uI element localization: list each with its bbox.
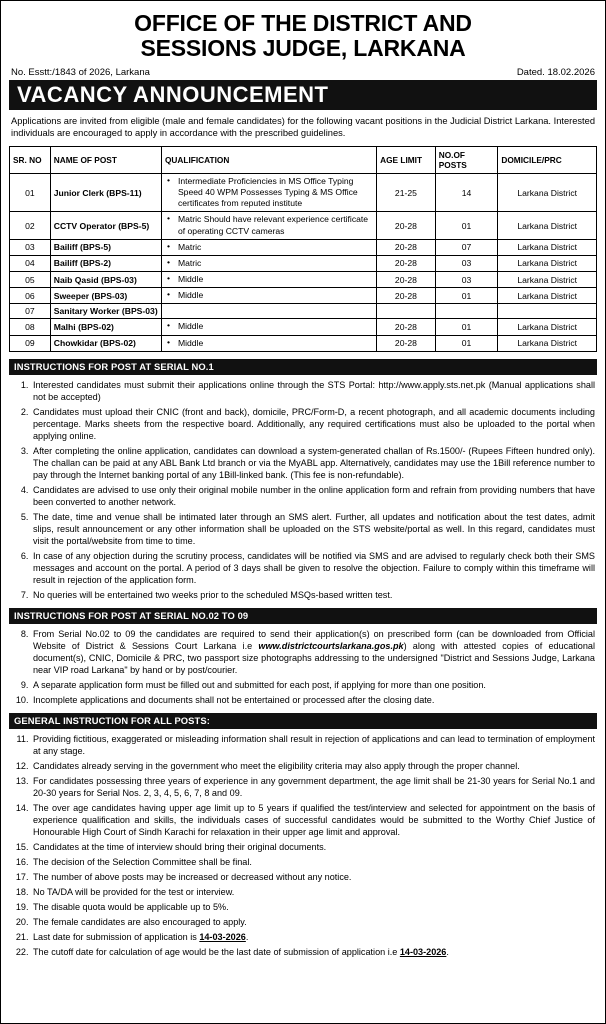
cell-post: Junior Clerk (BPS-11) — [50, 173, 161, 212]
cell-qualification — [161, 304, 376, 319]
qualification-item: • Middle — [176, 274, 373, 285]
instruction-item: 19. The disable quota would be applicable up to 5%. — [31, 901, 595, 913]
table-row — [10, 239, 597, 255]
cell-domicile: Larkana District — [498, 255, 597, 271]
vacancy-table — [9, 146, 597, 352]
section-heading-general: GENERAL INSTRUCTION FOR ALL POSTS: — [9, 713, 597, 729]
instruction-item: 13. For candidates possessing three years of experience in any government department, the age limit shall be 21-30 years for Serial No.1 and 20-30 years for Serial Nos. 2, 3, 4, 5, 6, 7, 8 and 09. — [31, 775, 595, 799]
section-heading-serial-2-to-9: INSTRUCTIONS FOR POST AT SERIAL NO.02 TO 09 — [9, 608, 597, 624]
banner-wrap — [9, 80, 597, 110]
column-header-sr: SR. NO — [10, 146, 51, 173]
instruction-text-start: From Serial No.02 to 09 the candidates are required to send their application(s) on prescribed form (can be downloaded from Official Website of District & Sessions Court Larkana i.e — [33, 628, 595, 651]
cell-age: 20-28 — [377, 272, 436, 288]
cell-sr: 04 — [10, 255, 51, 271]
cell-age: 20-28 — [377, 212, 436, 239]
instruction-text-start: The cutoff date for calculation of age would be the last date of submission of application i.e — [33, 946, 400, 957]
instruction-item: 7. No queries will be entertained two weeks prior to the scheduled MSQs-based written test. — [31, 589, 595, 601]
cell-posts: 01 — [435, 319, 498, 335]
instruction-item: 14. The over age candidates having upper age limit up to 5 years if qualified the test/interview and selected for appointment on the basis of experience qualification and skills, the individuals cases of successful candidates would be submitted to the Worthy Chief Justice of Honourable High Court of Sindh Karachi for relaxation in their upper age limit and approval. — [31, 802, 595, 838]
cell-age: 20-28 — [377, 288, 436, 304]
cell-domicile: Larkana District — [498, 272, 597, 288]
document-meta — [11, 67, 595, 78]
cell-posts: 03 — [435, 255, 498, 271]
instruction-item: 12. Candidates already serving in the government who meet the eligibility criteria may also apply through the proper channel. — [31, 760, 595, 772]
instruction-item: 17. The number of above posts may be increased or decreased without any notice. — [31, 871, 595, 883]
website-link[interactable]: www.districtcourtslarkana.gos.pk — [258, 640, 404, 651]
table-header-row — [10, 146, 597, 173]
instruction-item: 6. In case of any objection during the scrutiny process, candidates will be notified via SMS and are advised to regularly check both their SMS messages and account on the portal. A period of 3 days shall be given to resolve the objection. Failure to comply within this timeframe will result in rejection of the application form. — [31, 550, 595, 586]
instruction-item — [31, 628, 595, 676]
cell-qualification — [161, 239, 376, 255]
cell-domicile: Larkana District — [498, 288, 597, 304]
cell-sr: 09 — [10, 335, 51, 351]
cell-qualification — [161, 335, 376, 351]
cell-sr: 05 — [10, 272, 51, 288]
instruction-text-end: . — [446, 946, 449, 957]
cell-age — [377, 304, 436, 319]
vacancy-banner: VACANCY ANNOUNCEMENT — [9, 80, 597, 110]
instruction-item: 4. Candidates are advised to use only their original mobile number in the online application form and refrain from providing numbers that have been converted to another network. — [31, 484, 595, 508]
cell-posts: 01 — [435, 335, 498, 351]
qualification-item: • Matric — [176, 242, 373, 253]
qualification-item: • Middle — [176, 290, 373, 301]
instruction-item: 1. Interested candidates must submit their applications online through the STS Portal: http://www.apply.sts.net.pk (Manual applications shall not be accepted) — [31, 379, 595, 403]
cell-qualification — [161, 272, 376, 288]
instruction-item — [31, 946, 595, 958]
cell-sr: 03 — [10, 239, 51, 255]
last-date-value: 14-03-2026 — [199, 931, 246, 942]
cell-post: Naib Qasid (BPS-03) — [50, 272, 161, 288]
cell-qualification — [161, 255, 376, 271]
cell-posts: 01 — [435, 288, 498, 304]
cell-qualification — [161, 319, 376, 335]
table-row — [10, 288, 597, 304]
cell-domicile: Larkana District — [498, 319, 597, 335]
cell-posts: 07 — [435, 239, 498, 255]
instruction-item: 2. Candidates must upload their CNIC (front and back), domicile, PRC/Form-D, a recent photograph, and all academic documents including percentage. Marks sheets from the respective board. Additionally, any required certifications must also be uploaded to the portal when applying online. — [31, 406, 595, 442]
table-row — [10, 304, 597, 319]
cell-post: Chowkidar (BPS-02) — [50, 335, 161, 351]
cell-post: Sweeper (BPS-03) — [50, 288, 161, 304]
cell-qualification — [161, 173, 376, 212]
document-date: Dated. 18.02.2026 — [516, 66, 595, 78]
cell-post: Bailiff (BPS-2) — [50, 255, 161, 271]
cell-post: CCTV Operator (BPS-5) — [50, 212, 161, 239]
cell-post: Sanitary Worker (BPS-03) — [50, 304, 161, 319]
instruction-text-start: Last date for submission of application is — [33, 931, 200, 942]
instructions-serial-1-list — [9, 379, 595, 601]
column-header-qualification: QUALIFICATION — [161, 146, 376, 173]
cell-domicile: Larkana District — [498, 239, 597, 255]
qualification-item: • Matric Should have relevant experience certificate of operating CCTV cameras — [176, 214, 373, 236]
cell-domicile: Larkana District — [498, 335, 597, 351]
cell-age: 20-28 — [377, 239, 436, 255]
instruction-item: 9. A separate application form must be filled out and submitted for each post, if applying for more than one position. — [31, 679, 595, 691]
cell-age: 20-28 — [377, 319, 436, 335]
cell-sr: 07 — [10, 304, 51, 319]
cell-qualification — [161, 212, 376, 239]
cell-qualification — [161, 288, 376, 304]
footer-spacer — [9, 961, 597, 963]
qualification-item: • Middle — [176, 321, 373, 332]
cutoff-date-value: 14-03-2026 — [399, 946, 447, 957]
office-title-line-2: SESSIONS JUDGE, LARKANA — [140, 34, 466, 61]
column-header-domicile: DOMICILE/PRC — [498, 146, 597, 173]
table-row — [10, 335, 597, 351]
instruction-item: 3. After completing the online application, candidates can download a system-generated challan of Rs.1500/- (Rupees Fifteen hundred only). The challan can be paid at any ABL Bank Ltd branch or via the MyABL app. Alternatively, candidates may use the 1Bill reference number to pay through the Internet banking portal of any 1Bill-linked bank. (This fee is non-refundable). — [31, 445, 595, 481]
section-heading-serial-1: INSTRUCTIONS FOR POST AT SERIAL NO.1 — [9, 359, 597, 375]
table-row — [10, 173, 597, 212]
cell-posts — [435, 304, 498, 319]
cell-posts: 01 — [435, 212, 498, 239]
cell-posts: 14 — [435, 173, 498, 212]
instruction-item: 20. The female candidates are also encouraged to apply. — [31, 916, 595, 928]
table-row — [10, 212, 597, 239]
reference-number: No. Esstt:/1843 of 2026, Larkana — [11, 66, 150, 78]
instruction-item: 18. No TA/DA will be provided for the test or interview. — [31, 886, 595, 898]
instruction-item: 11. Providing fictitious, exaggerated or misleading information shall result in rejection of applications and can lead to termination of employment at any stage. — [31, 733, 595, 757]
column-header-no-of-posts: NO.OF POSTS — [435, 146, 498, 173]
cell-domicile — [498, 304, 597, 319]
page-title — [9, 11, 597, 61]
instruction-item: 10. Incomplete applications and documents shall not be entertained or processed after the closing date. — [31, 694, 595, 706]
table-row — [10, 319, 597, 335]
cell-sr: 06 — [10, 288, 51, 304]
instruction-item: 5. The date, time and venue shall be intimated later through an SMS alert. Further, all updates and notification about the test dates, admit slips, result announcement or any other information shall be uploaded on the STS website/portal as well. In this regard, candidates must visit the portal/website from time to time. — [31, 511, 595, 547]
cell-age: 20-28 — [377, 335, 436, 351]
cell-post: Bailiff (BPS-5) — [50, 239, 161, 255]
cell-age: 20-28 — [377, 255, 436, 271]
column-header-age-limit: AGE LIMIT — [377, 146, 436, 173]
cell-sr: 01 — [10, 173, 51, 212]
cell-age: 21-25 — [377, 173, 436, 212]
cell-domicile: Larkana District — [498, 173, 597, 212]
cell-sr: 02 — [10, 212, 51, 239]
cell-domicile: Larkana District — [498, 212, 597, 239]
table-row — [10, 255, 597, 271]
instruction-item: 15. Candidates at the time of interview should bring their original documents. — [31, 841, 595, 853]
qualification-item: • Intermediate Proficiencies in MS Office Typing Speed 40 WPM Possesses Typing & MS Office certificates from reputed institute — [176, 176, 373, 210]
instruction-text-end: . — [245, 931, 249, 942]
office-title-line-1: OFFICE OF THE DISTRICT AND — [134, 10, 472, 36]
instructions-serial-2-to-9-list — [9, 628, 595, 706]
column-header-post: NAME OF POST — [50, 146, 161, 173]
qualification-item: • Middle — [176, 338, 373, 349]
instruction-text-end: ) along with attested copies of educational document(s), CNIC, Domicile & PRC, two passport size photographs addressing to the undersigned "District and Sessions Judge, Larkana near VIP road Larkana" by hand or by post/courier. — [33, 640, 596, 675]
instruction-item — [31, 931, 595, 943]
qualification-item: • Matric — [176, 258, 373, 269]
general-instructions-list — [9, 733, 595, 958]
cell-posts: 03 — [435, 272, 498, 288]
intro-paragraph: Applications are invited from eligible (male and female candidates) for the following vacant positions in the Judicial District Larkana. Interested individuals are encouraged to apply in accordance with the prescribed guidelines. — [11, 115, 595, 139]
table-row — [10, 272, 597, 288]
instruction-item: 16. The decision of the Selection Committee shall be final. — [31, 856, 595, 868]
cell-sr: 08 — [10, 319, 51, 335]
cell-post: Malhi (BPS-02) — [50, 319, 161, 335]
